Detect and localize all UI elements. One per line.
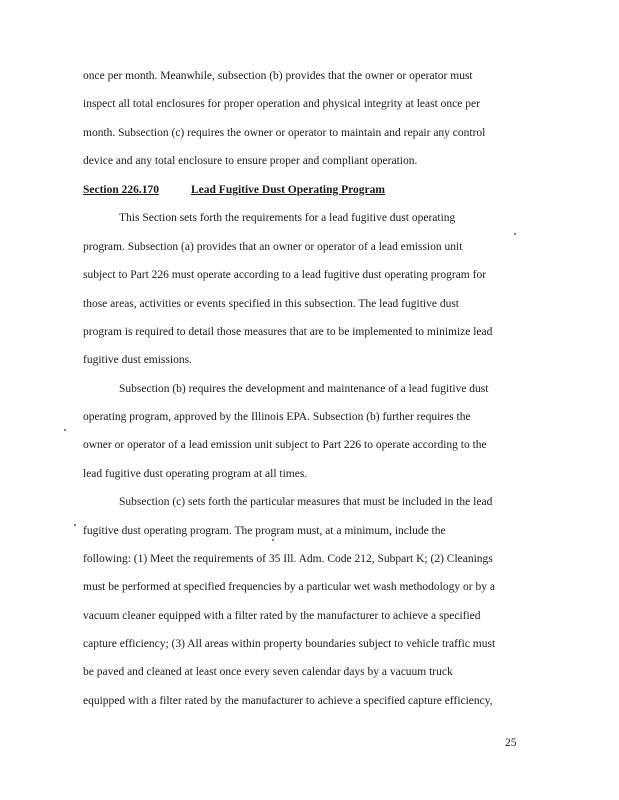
body-line: Subsection (b) requires the development and maintenance of a lead fugitive dust: [119, 383, 489, 395]
scan-speck: [64, 429, 66, 431]
scan-speck: [74, 524, 76, 526]
body-line: program. Subsection (a) provides that an owner or operator of a lead emission unit: [83, 241, 463, 253]
body-line: program is required to detail those measures that are to be implemented to minimize lead: [83, 326, 493, 338]
body-line: Subsection (c) sets forth the particular measures that must be included in the lead: [119, 496, 493, 508]
body-line: lead fugitive dust operating program at all times.: [83, 468, 308, 480]
body-line: month. Subsection (c) requires the owner or operator to maintain and repair any control: [83, 127, 486, 139]
section-number: Section 226.170: [83, 184, 160, 196]
scan-speck: [514, 233, 516, 235]
page-number: 25: [505, 737, 517, 749]
body-line: vacuum cleaner equipped with a filter rated by the manufacturer to achieve a specified: [83, 610, 481, 622]
body-line: following: (1) Meet the requirements of 35 Ill. Adm. Code 212, Subpart K; (2) Cleanings: [83, 553, 493, 565]
body-line: owner or operator of a lead emission unit subject to Part 226 to operate according to the: [83, 439, 487, 451]
scan-speck: [272, 539, 274, 541]
body-line: fugitive dust emissions.: [83, 354, 192, 366]
body-line: those areas, activities or events specified in this subsection. The lead fugitive dust: [83, 298, 459, 310]
body-line: fugitive dust operating program. The program must, at a minimum, include the: [83, 525, 446, 537]
body-line: operating program, approved by the Illinois EPA. Subsection (b) further requires the: [83, 411, 471, 423]
section-title: Lead Fugitive Dust Operating Program: [191, 184, 385, 196]
body-line: be paved and cleaned at least once every seven calendar days by a vacuum truck: [83, 666, 453, 678]
body-line: must be performed at specified frequencies by a particular wet wash methodology or by a: [83, 581, 495, 593]
body-line: inspect all total enclosures for proper operation and physical integrity at least once per: [83, 98, 480, 110]
section-heading: [83, 183, 385, 197]
body-line: capture efficiency; (3) All areas within property boundaries subject to vehicle traffic must: [83, 638, 496, 650]
body-line: subject to Part 226 must operate according to a lead fugitive dust operating program for: [83, 269, 487, 281]
body-line: equipped with a filter rated by the manufacturer to achieve a specified capture efficiency,: [83, 695, 493, 707]
body-line: device and any total enclosure to ensure proper and compliant operation.: [83, 155, 418, 167]
body-line: This Section sets forth the requirements for a lead fugitive dust operating: [119, 212, 456, 224]
body-line: once per month. Meanwhile, subsection (b) provides that the owner or operator must: [83, 70, 473, 82]
